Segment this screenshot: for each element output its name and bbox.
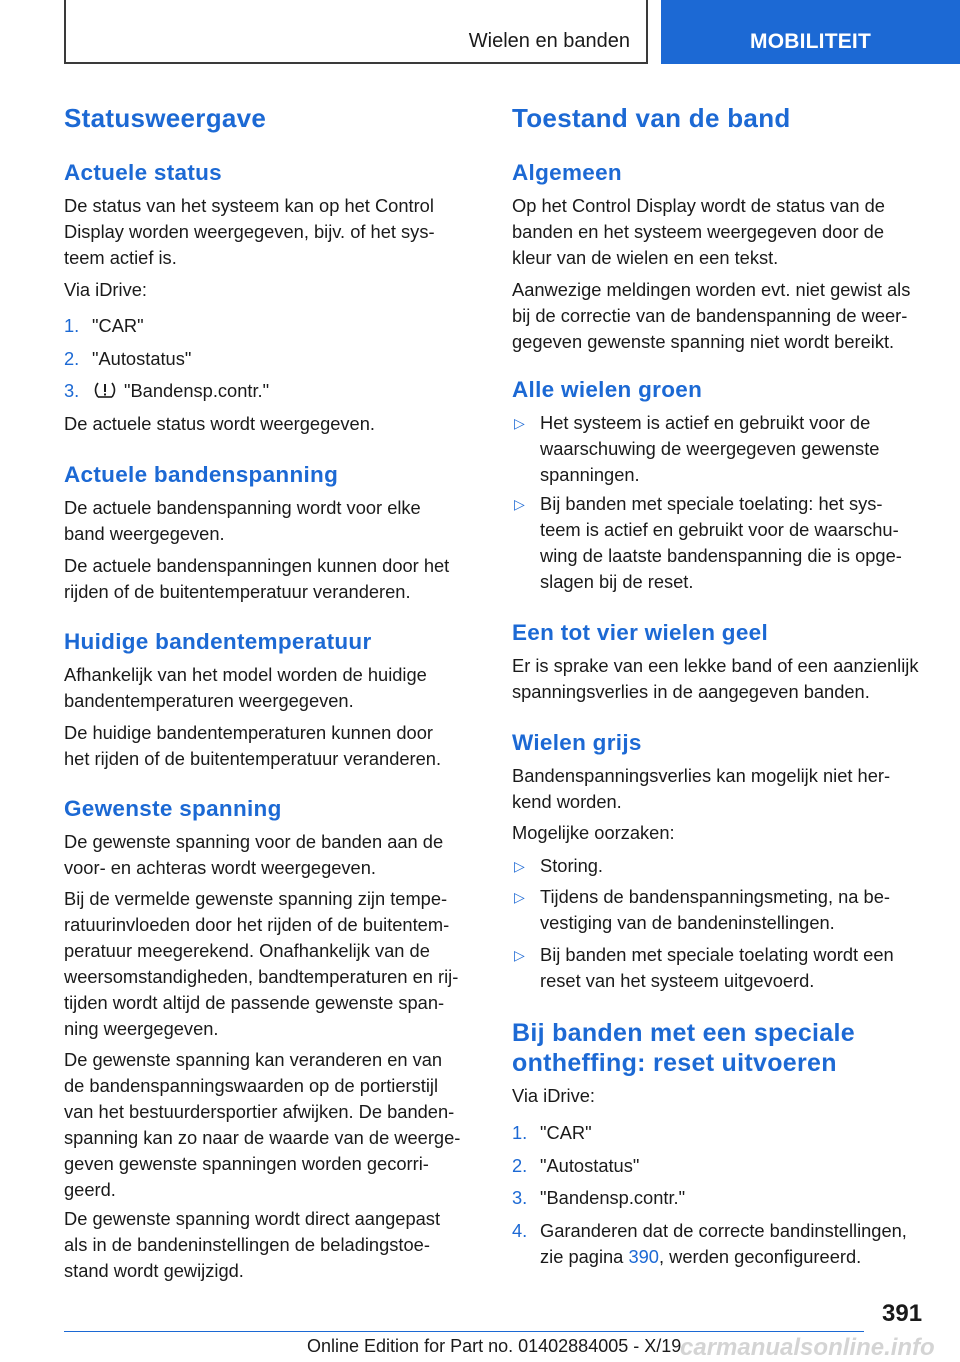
footer-edition: Online Edition for Part no. 01402884005 - X/19	[307, 1336, 682, 1356]
paragraph: De actuele bandenspanningen kunnen door het rijden of de buitentemperatuur veranderen.	[64, 555, 450, 602]
header-chapter-title: MOBILITEIT	[750, 30, 871, 53]
page-reference-link[interactable]: 390	[628, 1246, 659, 1267]
paragraph: Via iDrive:	[512, 1085, 595, 1106]
triangle-bullet-icon: ▷	[514, 415, 525, 431]
heading-reset-uitvoeren: Bij banden met een speciale ontheffing: reset uitvoeren	[512, 1019, 855, 1077]
paragraph: De gewenste spanning kan veranderen en van de bandenspanningswaarden op de portierstijl van het bestuurdersportier afwijken. De banden‐ spanning kan zo naar de waarde van de weerge‐ geven gewenste spanningen worden gecorri‐ geerd.	[64, 1049, 461, 1200]
heading-actuele-status: Actuele status	[64, 160, 222, 185]
paragraph: Aanwezige meldingen worden evt. niet gewist als bij de correctie van de bandenspanning de weer‐ gegeven gewenste spanning niet wordt bereikt.	[512, 279, 911, 352]
tire-pressure-warning-icon	[92, 380, 118, 400]
paragraph: De status van het systeem kan op het Control Display worden weergegeven, bijv. of het sys‐ teem actief is.	[64, 195, 435, 268]
heading-een-tot-vier-wielen-geel: Een tot vier wielen geel	[512, 620, 769, 645]
heading-huidige-bandentemperatuur: Huidige bandentemperatuur	[64, 629, 372, 654]
heading-wielen-grijs: Wielen grijs	[512, 730, 642, 755]
triangle-bullet-icon: ▷	[514, 496, 525, 512]
paragraph: De actuele bandenspanning wordt voor elke band weergegeven.	[64, 497, 421, 544]
triangle-bullet-icon: ▷	[514, 889, 525, 905]
paragraph: De huidige bandentemperaturen kunnen door het rijden of de buitentemperatuur veranderen.	[64, 722, 442, 769]
paragraph: De actuele status wordt weergegeven.	[64, 413, 375, 434]
header-section-box	[64, 0, 648, 64]
header-chapter-tab	[661, 0, 960, 64]
triangle-bullet-icon: ▷	[514, 858, 525, 874]
heading-gewenste-spanning: Gewenste spanning	[64, 796, 282, 821]
section-title-statusweergave: Statusweergave	[64, 103, 267, 133]
paragraph: Er is sprake van een lekke band of een aanzienlijk spanningsverlies in de aangegeven banden.	[512, 655, 919, 702]
page-number: 391	[882, 1300, 923, 1327]
watermark: carmanualsonline.info	[680, 1334, 935, 1361]
paragraph: Afhankelijk van het model worden de huidige bandentemperaturen weergegeven.	[64, 664, 427, 711]
heading-actuele-bandenspanning: Actuele bandenspanning	[64, 462, 339, 487]
paragraph: Bij de vermelde gewenste spanning zijn tempe‐ ratuurinvloeden door het rijden of de buitentem‐ peratuur meegerekend. Onafhankelijk van de weersomstandigheden, bandtemperaturen en rij‐ tijden wordt altijd de passende gewenste span‐ ning weergegeven.	[64, 888, 459, 1039]
paragraph: Via iDrive:	[64, 279, 147, 300]
header-section-title: Wielen en banden	[468, 30, 630, 52]
paragraph: De gewenste spanning wordt direct aangepast als in de bandeninstellingen de beladingstoe‐ stand wordt gewijzigd.	[64, 1208, 441, 1281]
footer-divider	[64, 1331, 864, 1332]
section-title-toestand: Toestand van de band	[512, 103, 791, 133]
paragraph: De gewenste spanning voor de banden aan de voor- en achteras wordt weergegeven.	[64, 831, 444, 878]
heading-alle-wielen-groen: Alle wielen groen	[512, 377, 703, 402]
paragraph: Op het Control Display wordt de status van de banden en het systeem weergegeven door de kleur van de wielen en een tekst.	[512, 195, 885, 268]
paragraph: Bandenspanningsverlies kan mogelijk niet her‐ kend worden.	[512, 765, 891, 812]
heading-algemeen: Algemeen	[512, 160, 622, 185]
paragraph: Mogelijke oorzaken:	[512, 822, 675, 843]
triangle-bullet-icon: ▷	[514, 947, 525, 963]
